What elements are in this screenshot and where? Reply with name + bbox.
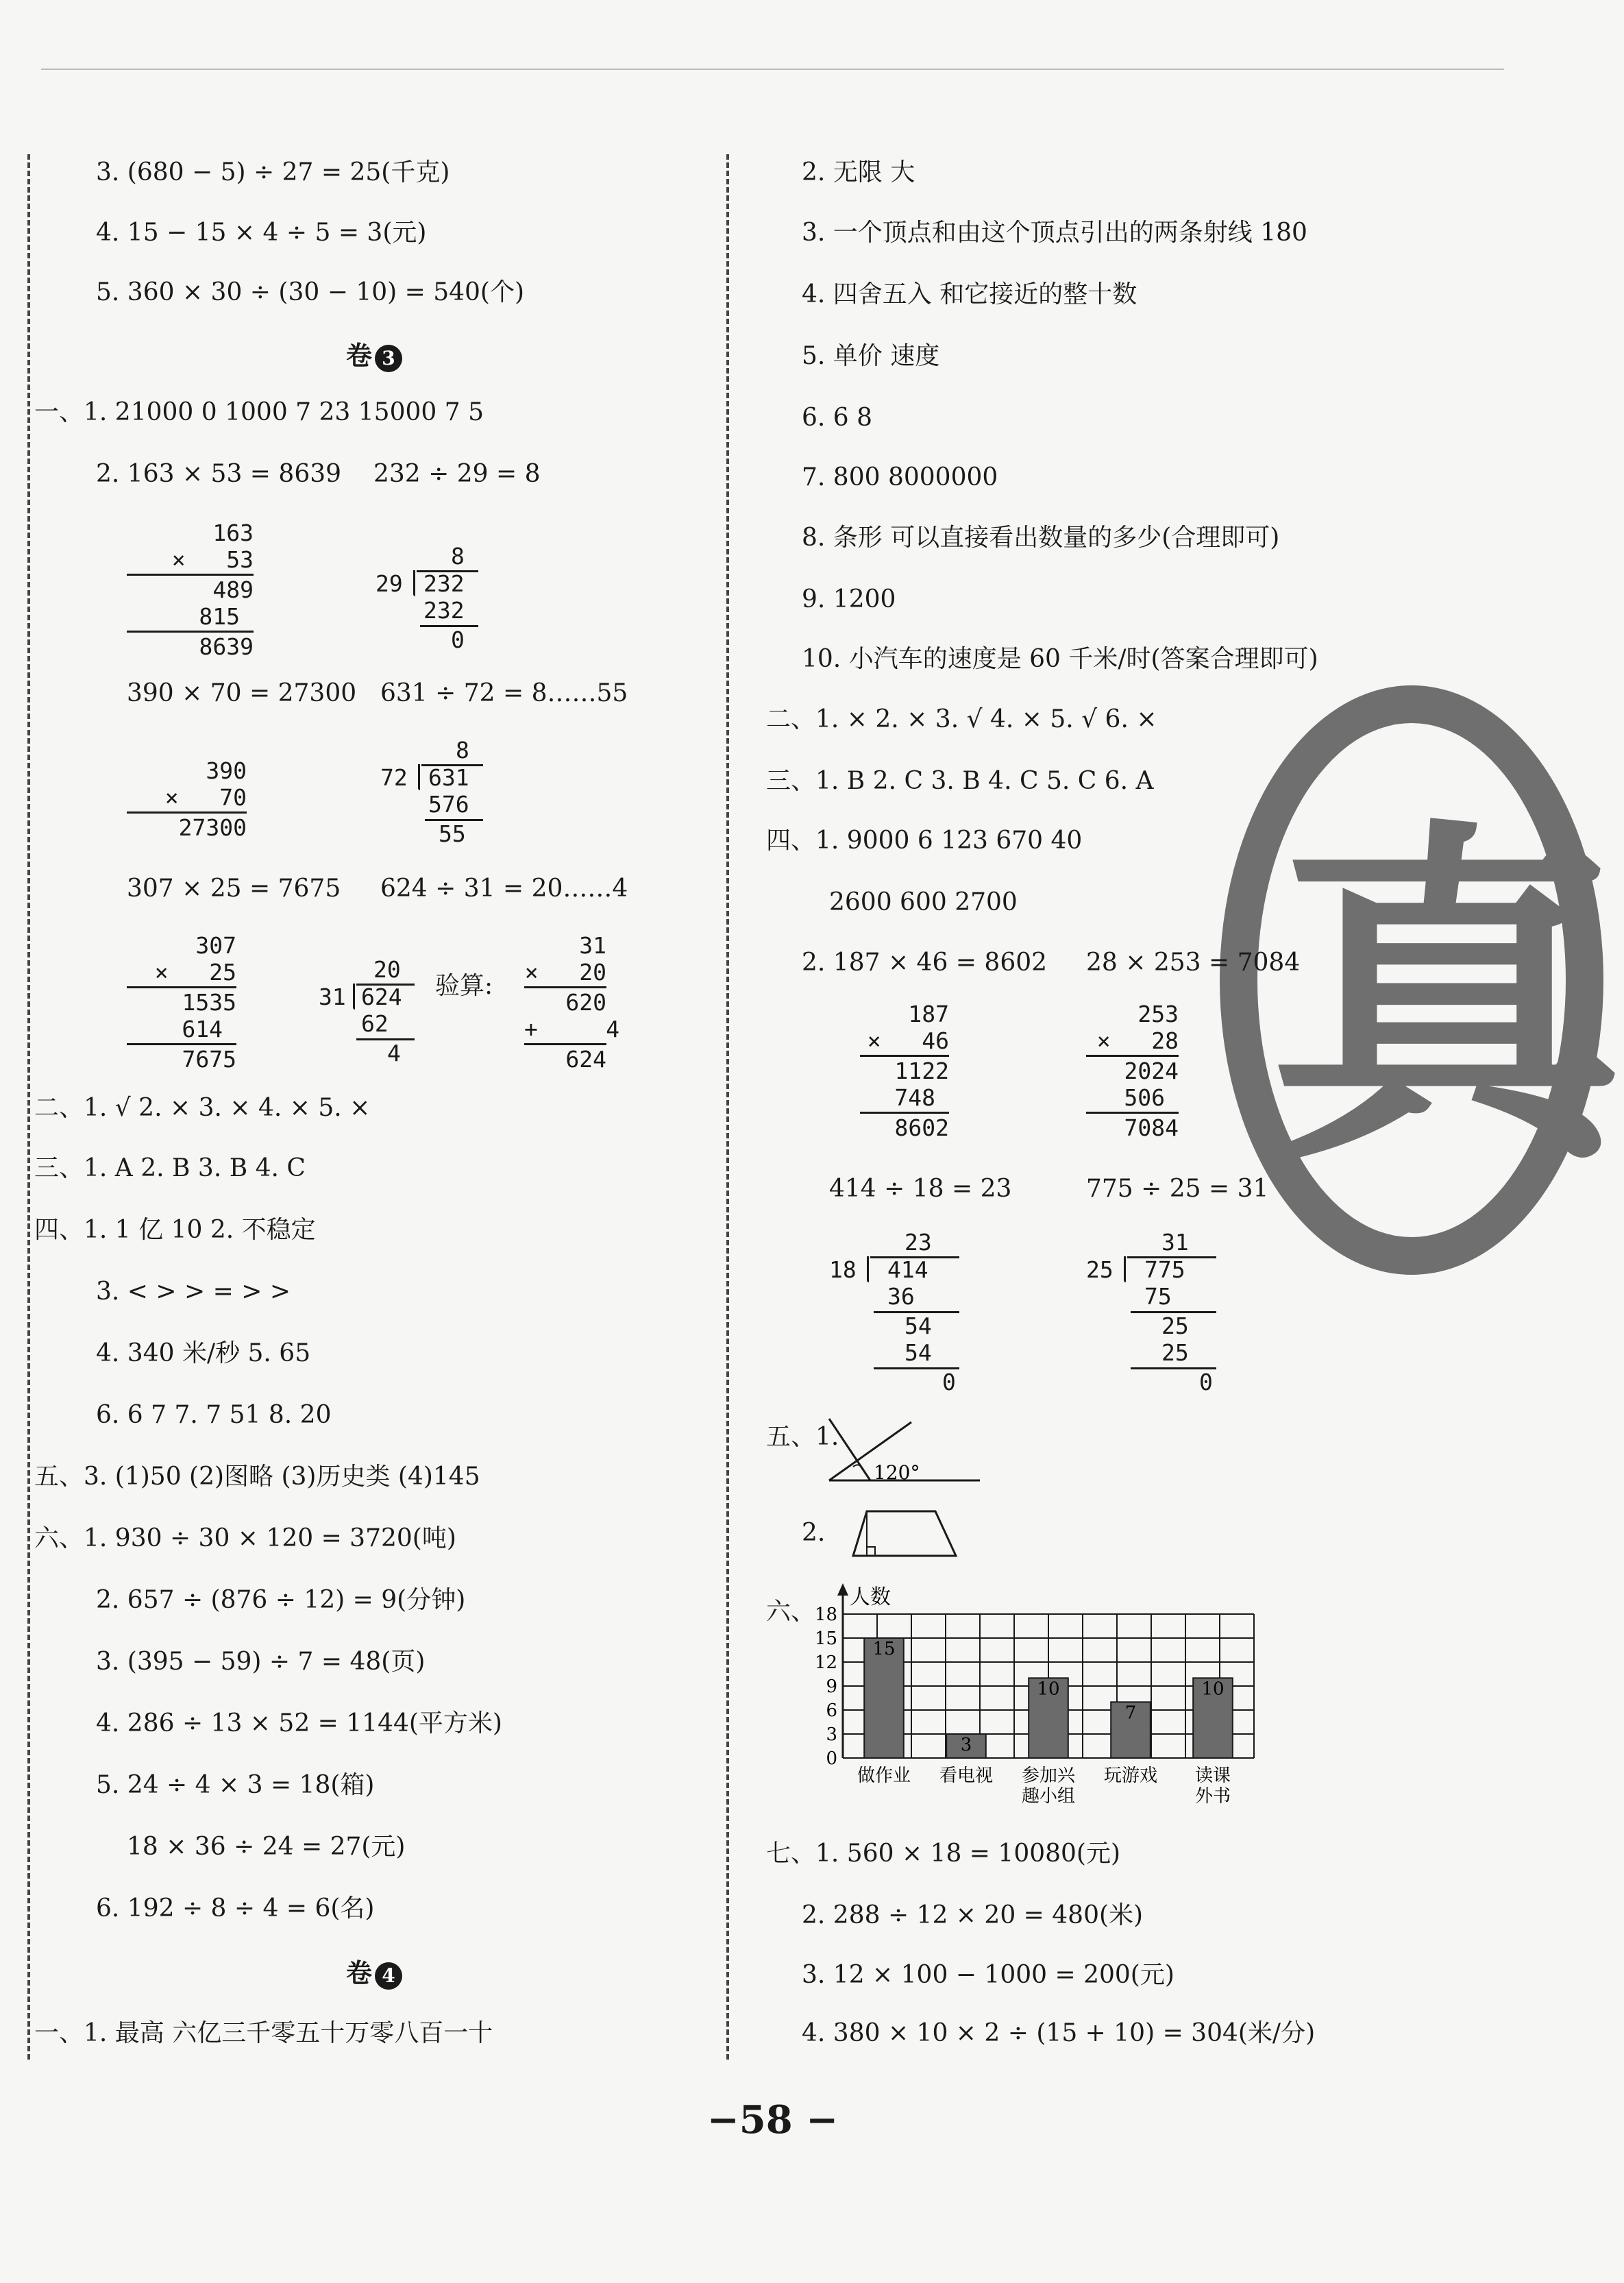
- circled-number: 4: [375, 1962, 402, 1990]
- y-axis-arrow: [837, 1583, 848, 1596]
- answer-line: 4. 286 ÷ 13 × 52 = 1144(平方米): [96, 1709, 502, 1737]
- answer-line: 三、1. B 2. C 3. B 4. C 5. C 6. A: [766, 767, 1154, 795]
- answer-line: 6. 192 ÷ 8 ÷ 4 = 6(名): [96, 1894, 375, 1922]
- trapezoid-figure: [839, 1504, 970, 1563]
- answer-line: 775 ÷ 25 = 31: [1086, 1175, 1269, 1203]
- answer-line: 10. 小汽车的速度是 60 千米/时(答案合理即可): [802, 645, 1318, 673]
- answer-line: 3. 一个顶点和由这个顶点引出的两条射线 180: [802, 219, 1307, 247]
- circled-number: 3: [375, 345, 402, 372]
- answer-line: 三、1. A 2. B 3. B 4. C: [34, 1154, 306, 1182]
- vertical-multiplication: 187 × 46 1122 748 8602: [860, 1001, 949, 1141]
- long-division: 23 18 414 36 54 54 0: [829, 1229, 959, 1397]
- answer-line: 3. 12 × 100 − 1000 = 200(元): [802, 1961, 1174, 1989]
- answer-line: 七、1. 560 × 18 = 10080(元): [766, 1840, 1121, 1868]
- page-number: −58 −: [706, 2097, 839, 2142]
- long-division: 20 31 624 62 4: [319, 956, 415, 1073]
- x-category-label: 玩游戏: [1103, 1766, 1158, 1786]
- answer-line: 六、1. 930 ÷ 30 × 120 = 3720(吨): [34, 1524, 456, 1552]
- answer-line: 2. 187 × 46 = 8602: [802, 949, 1048, 977]
- vertical-multiplication: 390 × 70 27300: [127, 757, 247, 841]
- chart-category-labels: [857, 1766, 1231, 1807]
- answer-line: 390 × 70 = 27300: [127, 679, 357, 707]
- answer-line: 一、1. 21000 0 1000 7 23 15000 7 5: [34, 398, 484, 426]
- answer-line: 3. < > > = > >: [96, 1278, 291, 1306]
- y-tick-label: 9: [826, 1676, 837, 1697]
- long-division: 8 72 631 576 55: [380, 737, 483, 853]
- stamp-glyph: 真: [1268, 793, 1624, 1208]
- answer-line: 5. 24 ÷ 4 × 3 = 18(箱): [96, 1771, 375, 1799]
- answer-line: 二、1. √ 2. × 3. × 4. × 5. ×: [34, 1094, 371, 1122]
- answer-line: 18 × 36 ÷ 24 = 27(元): [127, 1833, 406, 1861]
- bar-value-label: 3: [960, 1735, 972, 1755]
- answer-line: 五、1.: [766, 1423, 839, 1451]
- answer-line: 3. (395 − 59) ÷ 7 = 48(页): [96, 1648, 426, 1676]
- x-category-label: 参加兴: [1021, 1766, 1076, 1786]
- answer-line: 5. 单价 速度: [802, 342, 940, 370]
- y-tick-label: 0: [826, 1748, 837, 1769]
- x-category-label: 做作业: [857, 1766, 911, 1786]
- bar-value-label: 7: [1124, 1702, 1137, 1724]
- answer-line: 414 ÷ 18 = 23: [829, 1175, 1012, 1203]
- vertical-multiplication: 253 × 28 2024 506 7084: [1086, 1001, 1179, 1141]
- answer-line: 六、: [766, 1598, 816, 1626]
- bar-value-label: 10: [1201, 1678, 1225, 1700]
- x-category-label: 看电视: [939, 1766, 994, 1786]
- answer-line: 624 ÷ 31 = 20……4: [380, 875, 628, 903]
- answer-line: 5. 360 × 30 ÷ (30 − 10) = 540(个): [96, 278, 525, 306]
- answer-line: 232 ÷ 29 = 8: [373, 460, 541, 488]
- x-category-label: 外书: [1194, 1786, 1231, 1807]
- long-division: 31 25 775 75 25 25 0: [1086, 1229, 1216, 1397]
- y-axis-label: 人数: [850, 1585, 891, 1609]
- answer-line: 9. 1200: [802, 585, 896, 613]
- bar-chart: [805, 1576, 1271, 1809]
- top-rule: [41, 69, 1504, 70]
- answer-line: 6. 6 8: [802, 404, 873, 432]
- y-tick-label: 12: [814, 1652, 837, 1673]
- answer-line: 8. 条形 可以直接看出数量的多少(合理即可): [802, 524, 1280, 552]
- left-margin-dash: [27, 154, 30, 2060]
- answer-line: 一、1. 最高 六亿三千零五十万零八百一十: [34, 2019, 493, 2047]
- answer-line: 4. 15 − 15 × 4 ÷ 5 = 3(元): [96, 219, 427, 247]
- answer-line: 2. 657 ÷ (876 ÷ 12) = 9(分钟): [96, 1586, 466, 1614]
- answer-line: 4. 380 × 10 × 2 ÷ (15 + 10) = 304(米/分): [802, 2019, 1316, 2047]
- answer-line: 五、3. (1)50 (2)图略 (3)历史类 (4)145: [34, 1463, 480, 1491]
- bar-value-label: 10: [1037, 1678, 1060, 1700]
- answer-line: 3. (680 − 5) ÷ 27 = 25(千克): [96, 158, 450, 186]
- x-category-label: 读课: [1194, 1766, 1231, 1786]
- answer-line: 2.: [802, 1519, 826, 1547]
- answer-line: 6. 6 7 7. 7 51 8. 20: [96, 1401, 332, 1429]
- angle-label: 120°: [874, 1461, 920, 1484]
- answer-line: 7. 800 8000000: [802, 463, 998, 491]
- answer-line: 2600 600 2700: [829, 888, 1018, 916]
- answer-line: 4. 四舍五入 和它接近的整十数: [802, 280, 1137, 308]
- section-heading-juan3: 卷 3: [346, 334, 402, 372]
- angle-figure: [822, 1412, 1000, 1494]
- vertical-multiplication: 307 × 25 1535 614 7675: [127, 932, 236, 1073]
- answer-line: 二、1. × 2. × 3. √ 4. × 5. √ 6. ×: [766, 705, 1157, 733]
- answer-line: 2. 288 ÷ 12 × 20 = 480(米): [802, 1901, 1144, 1929]
- answer-line: 4. 340 米/秒 5. 65: [96, 1339, 311, 1367]
- y-tick-label: 6: [826, 1700, 837, 1721]
- answer-line: 28 × 253 = 7084: [1086, 949, 1301, 977]
- bar-value-label: 15: [872, 1639, 896, 1659]
- verify-label: 验算:: [435, 972, 493, 1000]
- chart-ticks: [815, 1604, 837, 1769]
- x-category-label: 趣小组: [1021, 1786, 1076, 1807]
- answer-line: 2. 163 × 53 = 8639: [96, 460, 342, 488]
- answer-line: 307 × 25 = 7675: [127, 875, 341, 903]
- answer-line: 631 ÷ 72 = 8……55: [380, 679, 628, 707]
- vertical-multiplication: 163 × 53 489 815 8639: [127, 520, 254, 660]
- center-divider-dash: [726, 154, 729, 2060]
- y-tick-label: 18: [814, 1604, 837, 1625]
- section-heading-juan4: 卷 4: [346, 1952, 402, 1990]
- answer-line: 四、1. 9000 6 123 670 40: [766, 827, 1083, 855]
- y-tick-label: 3: [826, 1724, 837, 1745]
- answer-line: 四、1. 1 亿 10 2. 不稳定: [34, 1216, 316, 1244]
- y-tick-label: 15: [814, 1628, 837, 1649]
- long-division: 8 29 232 232 0: [376, 543, 478, 673]
- verification-calc: 31 × 20 620 + 4 624: [524, 932, 620, 1073]
- answer-line: 2. 无限 大: [802, 158, 915, 186]
